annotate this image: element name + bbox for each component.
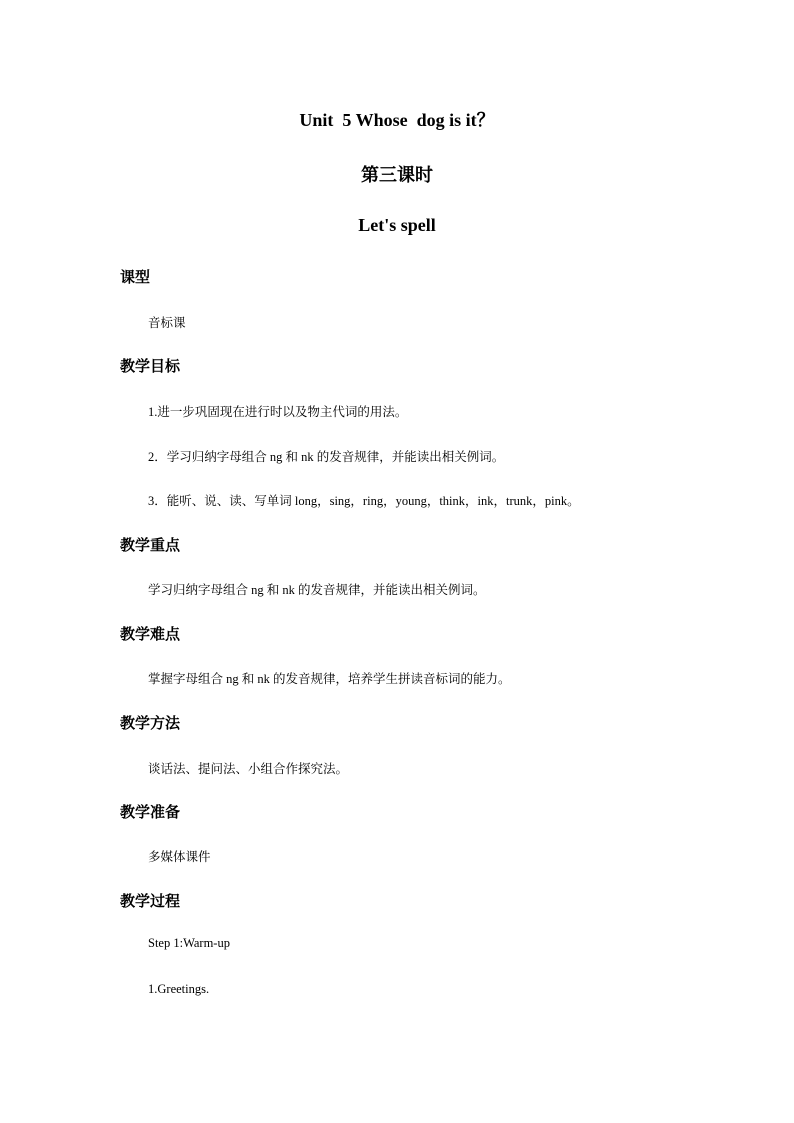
section-heading-preparation: 教学准备 [120,803,181,821]
lesson-name: Let's spell [358,215,436,235]
course-type-text: 音标课 [148,316,186,330]
difficulties-text: 掌握字母组合 ng 和 nk 的发音规律，培养学生拼读音标词的能力。 [148,672,511,686]
preparation-text: 多媒体课件 [148,850,211,864]
objective-1: 1.进一步巩固现在进行时以及物主代词的用法。 [148,405,408,419]
section-heading-methods: 教学方法 [120,714,181,732]
objective-3: 3．能听、说、读、写单词 long，sing，ring，young，think，ink，trunk，pink。 [148,494,580,508]
section-heading-difficulties: 教学难点 [120,625,181,643]
process-greetings: 1.Greetings. [148,982,210,996]
key-points-text: 学习归纳字母组合 ng 和 nk 的发音规律，并能读出相关例词。 [148,583,486,597]
unit-title: Unit 5 Whose dog is it？ [299,110,495,130]
section-heading-key-points: 教学重点 [120,536,181,554]
section-heading-process: 教学过程 [120,892,181,910]
methods-text: 谈话法、提问法、小组合作探究法。 [148,762,349,776]
lesson-period: 第三课时 [361,165,433,185]
process-step-1: Step 1:Warm-up [148,936,230,950]
section-heading-objectives: 教学目标 [120,357,181,375]
objective-2: 2．学习归纳字母组合 ng 和 nk 的发音规律，并能读出相关例词。 [148,450,505,464]
section-heading-course-type: 课型 [120,268,151,286]
